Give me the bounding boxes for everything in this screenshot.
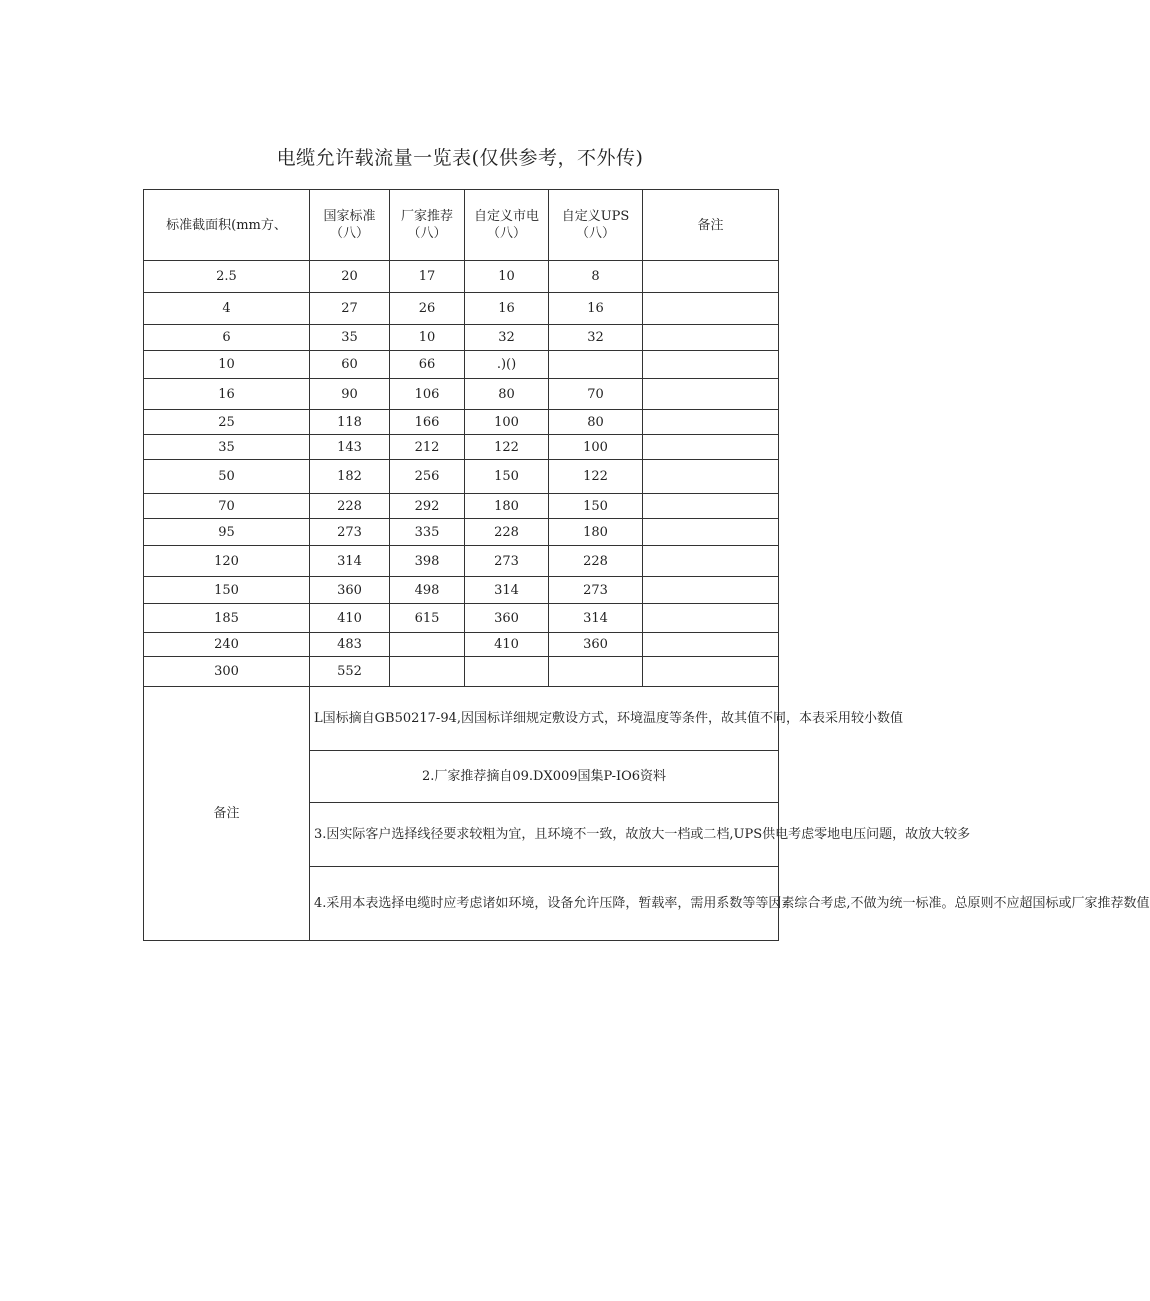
cell-factory: 498 — [390, 577, 465, 604]
cell-area: 240 — [144, 633, 310, 657]
table-row — [144, 293, 779, 325]
ampacity-table — [143, 189, 1150, 941]
cell-ups: 180 — [549, 519, 643, 546]
cell-national: 90 — [310, 379, 390, 410]
cell-national: 60 — [310, 351, 390, 379]
cell-remark — [643, 657, 779, 687]
cell-area: 120 — [144, 546, 310, 577]
cell-mains: 32 — [465, 325, 549, 351]
header-row — [144, 190, 779, 261]
table-row — [144, 546, 779, 577]
note-text: 4.采用本表选择电缆时应考虑诸如环境，设备允许压降，暂载率，需用系数等等因素综合考虑,不做为统一标准。总原则不应超国标或厂家推荐数值 — [310, 867, 779, 941]
cell-ups: 70 — [549, 379, 643, 410]
table-row — [144, 577, 779, 604]
cell-area: 300 — [144, 657, 310, 687]
cell-national: 228 — [310, 494, 390, 519]
cell-ups: 32 — [549, 325, 643, 351]
header-factory-line2: （八） — [407, 226, 447, 241]
notes-label: 备注 — [144, 687, 310, 941]
cell-ups — [549, 657, 643, 687]
header-ups — [549, 190, 643, 261]
cell-factory: 256 — [390, 460, 465, 494]
cell-factory: 615 — [390, 604, 465, 633]
cell-mains: .)() — [465, 351, 549, 379]
cell-area: 95 — [144, 519, 310, 546]
table-row — [144, 351, 779, 379]
header-mains-line2: （八） — [486, 226, 526, 241]
cell-remark — [643, 577, 779, 604]
cell-remark — [643, 460, 779, 494]
header-mains — [465, 190, 549, 261]
cell-factory: 106 — [390, 379, 465, 410]
cell-area: 16 — [144, 379, 310, 410]
cell-area: 50 — [144, 460, 310, 494]
cell-ups: 360 — [549, 633, 643, 657]
cell-factory: 292 — [390, 494, 465, 519]
cell-mains: 100 — [465, 410, 549, 435]
cell-national: 360 — [310, 577, 390, 604]
cell-national: 552 — [310, 657, 390, 687]
cell-area: 70 — [144, 494, 310, 519]
cell-area: 2.5 — [144, 261, 310, 293]
cell-mains: 314 — [465, 577, 549, 604]
cell-area: 35 — [144, 435, 310, 460]
cell-mains: 80 — [465, 379, 549, 410]
header-national-line1: 国家标准 — [323, 209, 376, 224]
table-row — [144, 325, 779, 351]
note-row — [144, 687, 779, 751]
cell-area: 25 — [144, 410, 310, 435]
note-text: 3.因实际客户选择线径要求较粗为宜，且环境不一致，故放大一档或二档,UPS供电考虑零地电压问题，故放大较多 — [310, 803, 779, 867]
cell-mains: 10 — [465, 261, 549, 293]
note-text: 2.厂家推荐摘自09.DX009国集P-IO6资料 — [310, 751, 779, 803]
header-remarks: 备注 — [643, 190, 779, 261]
cell-national: 182 — [310, 460, 390, 494]
cell-ups: 273 — [549, 577, 643, 604]
note-text: L国标摘自GB50217-94,因国标详细规定敷设方式，环境温度等条件，故其值不同，本表采用较小数值 — [310, 687, 779, 751]
cell-ups: 314 — [549, 604, 643, 633]
cell-ups: 100 — [549, 435, 643, 460]
header-national-line2: （八） — [329, 226, 369, 241]
cell-ups: 150 — [549, 494, 643, 519]
cell-mains — [465, 657, 549, 687]
cell-mains: 16 — [465, 293, 549, 325]
cell-ups: 122 — [549, 460, 643, 494]
table-row — [144, 657, 779, 687]
table-row — [144, 604, 779, 633]
cell-factory — [390, 633, 465, 657]
cell-mains: 150 — [465, 460, 549, 494]
table-row — [144, 519, 779, 546]
table-row — [144, 460, 779, 494]
header-national — [310, 190, 390, 261]
cell-national: 410 — [310, 604, 390, 633]
cell-remark — [643, 379, 779, 410]
cell-remark — [643, 351, 779, 379]
cell-factory: 335 — [390, 519, 465, 546]
header-mains-line1: 自定义市电 — [473, 209, 539, 224]
cell-factory: 66 — [390, 351, 465, 379]
cell-national: 27 — [310, 293, 390, 325]
cell-mains: 180 — [465, 494, 549, 519]
cell-remark — [643, 494, 779, 519]
cell-area: 4 — [144, 293, 310, 325]
cell-area: 150 — [144, 577, 310, 604]
cell-national: 483 — [310, 633, 390, 657]
table-row — [144, 410, 779, 435]
cell-remark — [643, 546, 779, 577]
cell-factory: 166 — [390, 410, 465, 435]
cell-remark — [643, 261, 779, 293]
cell-remark — [643, 325, 779, 351]
cell-ups — [549, 351, 643, 379]
header-ups-line2: （八） — [575, 226, 615, 241]
cell-factory: 17 — [390, 261, 465, 293]
header-factory — [390, 190, 465, 261]
table-row — [144, 633, 779, 657]
cell-remark — [643, 293, 779, 325]
cell-national: 143 — [310, 435, 390, 460]
table-row — [144, 435, 779, 460]
cell-area: 6 — [144, 325, 310, 351]
cell-factory: 10 — [390, 325, 465, 351]
cell-area: 185 — [144, 604, 310, 633]
cell-mains: 228 — [465, 519, 549, 546]
cell-ups: 228 — [549, 546, 643, 577]
cell-factory: 212 — [390, 435, 465, 460]
cell-factory — [390, 657, 465, 687]
cell-factory: 398 — [390, 546, 465, 577]
cell-national: 273 — [310, 519, 390, 546]
table-row — [144, 379, 779, 410]
cell-remark — [643, 410, 779, 435]
cell-national: 35 — [310, 325, 390, 351]
cell-mains: 273 — [465, 546, 549, 577]
cell-mains: 122 — [465, 435, 549, 460]
cell-ups: 80 — [549, 410, 643, 435]
cell-national: 118 — [310, 410, 390, 435]
table-row — [144, 261, 779, 293]
cell-ups: 8 — [549, 261, 643, 293]
cell-ups: 16 — [549, 293, 643, 325]
cell-mains: 360 — [465, 604, 549, 633]
header-area: 标准截面积(mm方、 — [144, 190, 310, 261]
header-factory-line1: 厂家推荐 — [400, 209, 453, 224]
cell-area: 10 — [144, 351, 310, 379]
page-title: 电缆允许载流量一览表(仅供参考，不外传) — [276, 147, 644, 169]
cell-remark — [643, 633, 779, 657]
cell-national: 20 — [310, 261, 390, 293]
header-ups-line1: 自定义UPS — [561, 209, 630, 224]
cell-remark — [643, 435, 779, 460]
cell-mains: 410 — [465, 633, 549, 657]
cell-national: 314 — [310, 546, 390, 577]
cell-remark — [643, 604, 779, 633]
table-row — [144, 494, 779, 519]
cell-remark — [643, 519, 779, 546]
cell-factory: 26 — [390, 293, 465, 325]
